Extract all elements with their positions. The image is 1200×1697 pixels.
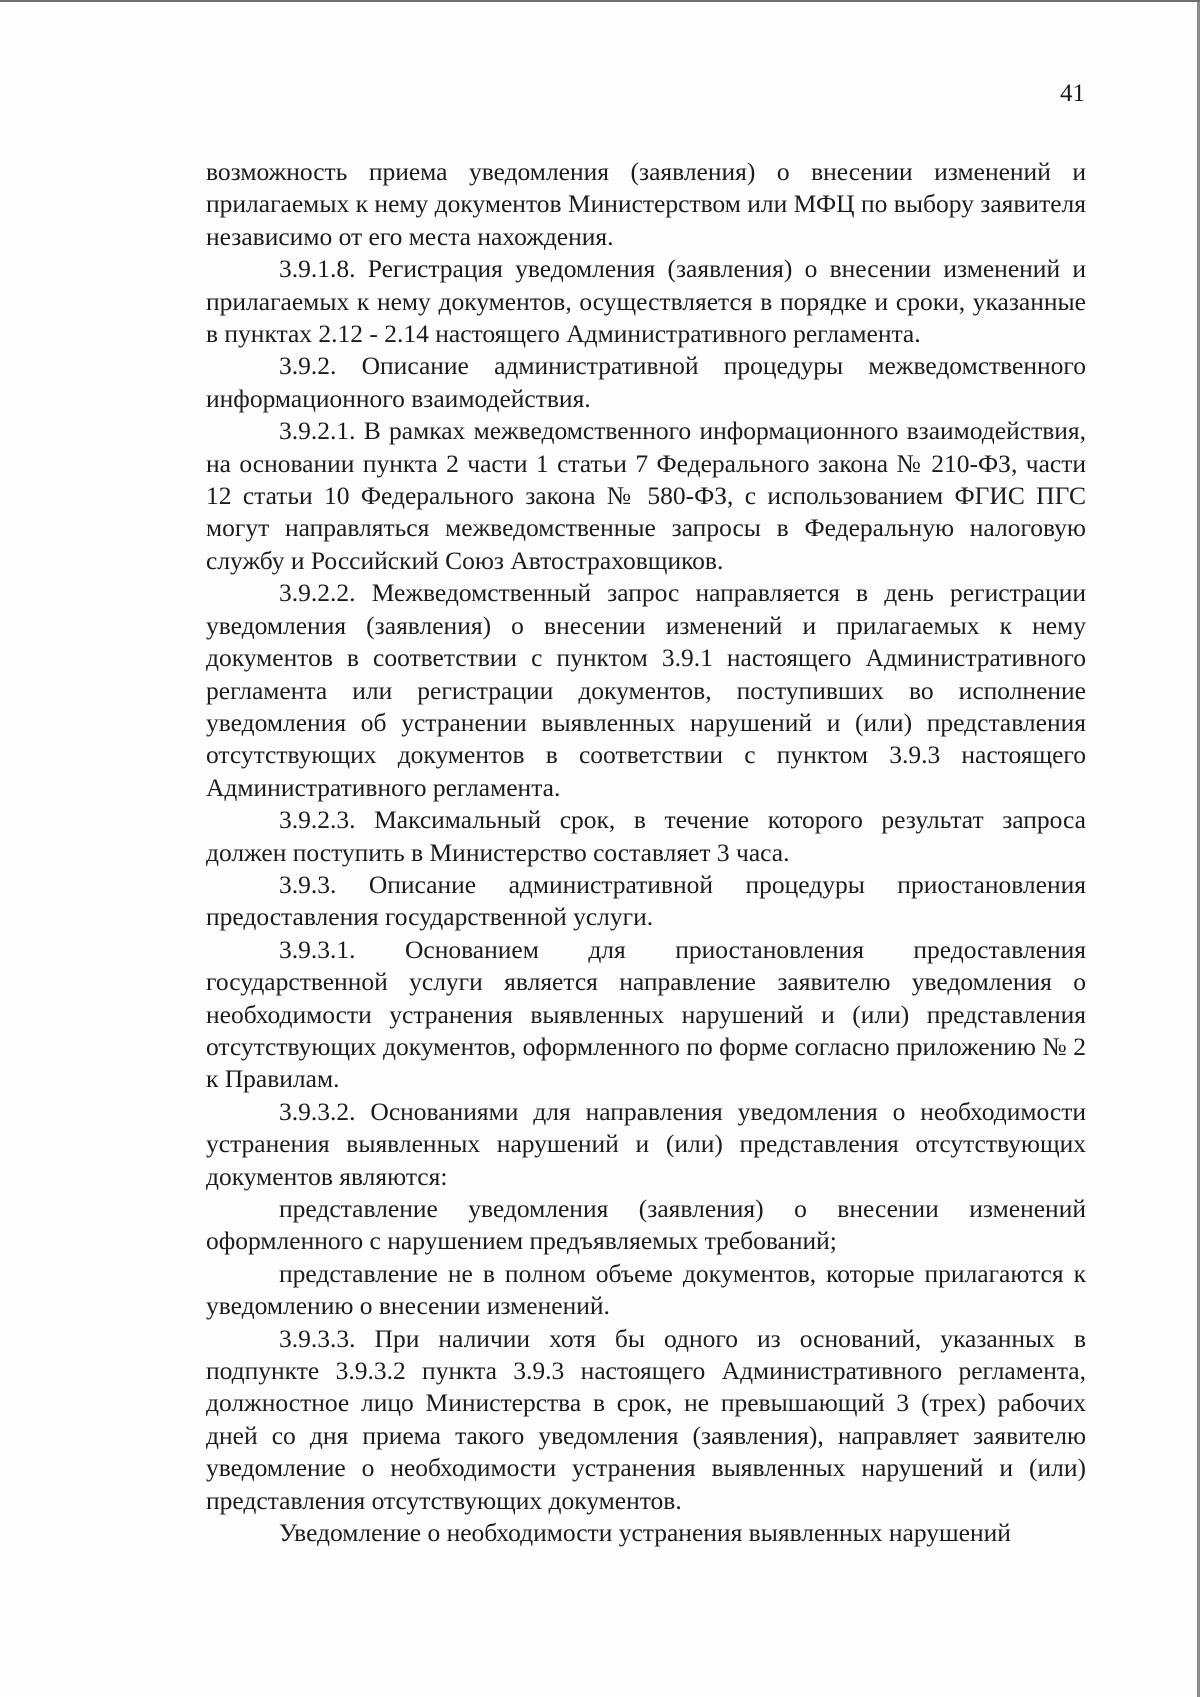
paragraph: 3.9.1.8. Регистрация уведомления (заявления) о внесении изменений и прилагаемых к нему документов, осуществляется в порядке и сроки, указанные в пунктах 2.12 - 2.14 настоящего Административного регламента.	[206, 254, 1086, 349]
paragraph: 3.9.3.1. Основанием для приостановления предоставления государственной услуги является направление заявителю уведомления о необходимости устранения выявленных нарушений и (или) представления отсутствующих документов, оформленного по форме согласно приложению № 2 к Правилам.	[206, 934, 1086, 1094]
paragraph: 3.9.2.2. Межведомственный запрос направляется в день регистрации уведомления (заявления) о внесении изменений и прилагаемых к нему документов в соответствии с пунктом 3.9.1 настоящего Административного регламента или регистрации документов, поступивших во исполнение уведомления об устранении выявленных нарушений и (или) представления отсутствующих документов в соответствии с пунктом 3.9.3 настоящего Административного регламента.	[206, 578, 1086, 802]
paragraph: 3.9.3.3. При наличии хотя бы одного из оснований, указанных в подпункте 3.9.3.2 пункта 3.9.3 настоящего Административного регламента, должностное лицо Министерства в срок, не превышающий 3 (трех) рабочих дней со дня приема такого уведомления (заявления), направляет заявителю уведомление о необходимости устранения выявленных нарушений и (или) представления отсутствующих документов.	[206, 1323, 1086, 1515]
paragraph: 3.9.2.3. Максимальный срок, в течение которого результат запроса должен поступить в Министерство составляет 3 часа.	[206, 805, 1086, 867]
paragraph: представление уведомления (заявления) о внесении изменений оформленного с нарушением предъявляемых требований;	[206, 1194, 1086, 1256]
paragraph: 3.9.3.2. Основаниями для направления уведомления о необходимости устранения выявленных нарушений и (или) представления отсутствующих документов являются:	[206, 1096, 1086, 1191]
paragraph: 3.9.2. Описание административной процедуры межведомственного информационного взаимодействия.	[206, 351, 1086, 413]
paragraph: Уведомление о необходимости устранения выявленных нарушений	[279, 1518, 1011, 1548]
paragraph: представление не в полном объеме документов, которые прилагаются к уведомлению о внесении изменений.	[206, 1258, 1086, 1321]
body-text	[206, 156, 1086, 1549]
paragraph: возможность приема уведомления (заявления) о внесении изменений и прилагаемых к нему документов Министерством или МФЦ по выбору заявителя независимо от его места нахождения.	[206, 157, 1086, 251]
paragraph: 3.9.3. Описание административной процедуры приостановления предоставления государственной услуги.	[206, 869, 1086, 932]
paragraph: 3.9.2.1. В рамках межведомственного информационного взаимодействия, на основании пункта 2 части 1 статьи 7 Федерального закона № 210-ФЗ, части 12 статьи 10 Федерального закона № 580-ФЗ, с использованием ФГИС ПГС могут направляться межведомственные запросы в Федеральную налоговую службу и Российский Союз Автостраховщиков.	[206, 416, 1086, 575]
page-number: 41	[1060, 80, 1085, 107]
